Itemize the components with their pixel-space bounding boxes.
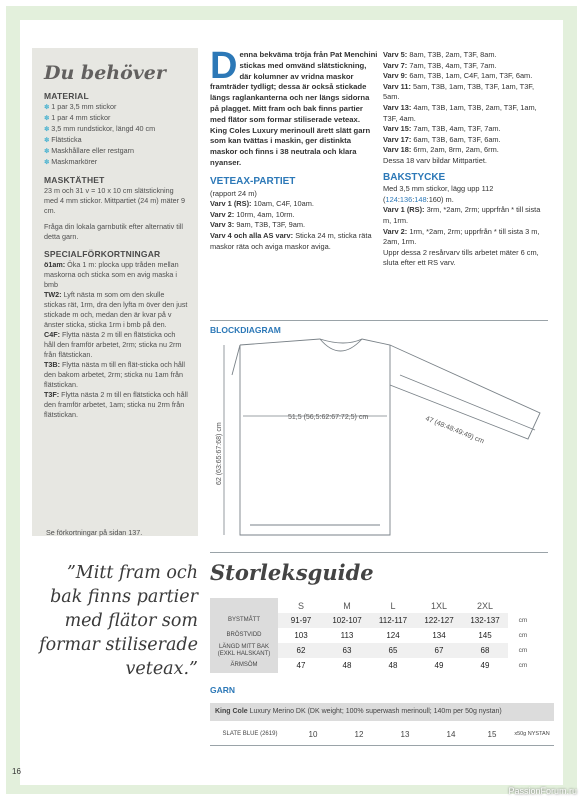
empty-cell: [508, 598, 538, 613]
pattern-row: [383, 50, 543, 61]
yarn-quantity-table: [210, 726, 554, 742]
section-divider: [210, 320, 548, 321]
row-label: Varv 2:: [383, 226, 408, 236]
abbreviation-item: [44, 360, 188, 390]
table-cell: 124: [386, 631, 400, 640]
bakstycke-cast-on: Med 3,5 mm stickor, lägg upp 112 (124:136:148:160) m.: [383, 184, 494, 204]
row-text: 10am, C4F, 10am.: [253, 199, 314, 209]
size-header-row: [210, 598, 538, 613]
pattern-row: [383, 82, 543, 103]
table-cell: 113: [340, 631, 354, 640]
row-text: 1rm, *2am, 2rm; upprfrån * till sista 3 m, 2am, 1rm.: [383, 226, 540, 247]
abbreviation-text: Lyft nästa m som om den skulle stickas rät, 1rm, dra den lyfta m över den just stickade m och, medan den är kvar på v änster sticka, sticka 1rm i bmb på den.: [44, 290, 188, 329]
abbreviations-heading: SPECIALFÖRKORTNINGAR: [44, 249, 161, 259]
veteax-row: [210, 231, 378, 252]
gauge-heading: MASKTÄTHET: [44, 175, 105, 185]
cast-on-text: 112 (: [383, 184, 494, 204]
drop-cap: D: [210, 45, 238, 87]
size-guide-title: Storleksguide: [210, 560, 374, 585]
yarn-brand: King Cole: [215, 708, 248, 715]
veteax-instructions: [210, 189, 378, 253]
yarn-note: Fråga din lokala garnbutik efter alternativ till detta garn.: [44, 222, 184, 241]
veteax-heading: VETEAX-PARTIET: [210, 175, 296, 187]
yarn-desc: Luxury Merino DK (DK weight; 100% superwash merinoull; 140m per 50g nystan): [249, 708, 502, 715]
sweater-outline: [232, 339, 540, 535]
sleeve-arrow: [400, 375, 535, 430]
row-text: 6am, T3B, 6am, T3F, 6am.: [413, 134, 501, 144]
intro-paragraph: [210, 45, 378, 252]
row-text: 3rm, *2am, 2rm; upprfrån * till sista m, 1rm.: [383, 205, 541, 225]
table-cell: 91-97: [278, 613, 324, 628]
pattern-row: [383, 124, 543, 135]
table-row: [210, 613, 538, 628]
row-text: 4am, T3B, 1am, T3B, 2am, T3F, 1am, T3F, 4am.: [383, 102, 537, 123]
material-item: ✽ 1 par 4 mm stickor: [44, 113, 188, 124]
material-item: ✽ 1 par 3,5 mm stickor: [44, 102, 188, 113]
table-cell: 49: [480, 661, 490, 670]
row-text: 6am, T3B, 1am, C4F, 1am, T3F, 6am.: [409, 71, 533, 81]
table-cell: 15: [487, 729, 497, 739]
row-label: Varv 15:: [383, 124, 412, 134]
abbreviation-item: [44, 390, 188, 420]
size-label: S: [297, 600, 304, 611]
row-label: Varv 7:: [383, 60, 408, 70]
table-cell: 62: [278, 643, 324, 658]
row-label: Varv 3:: [210, 220, 235, 230]
abbreviation-text: Flytta nästa m till en flät-sticka och håll den bakom arbetet, 2rm; sticka nu 1am från flätstickan.: [44, 360, 186, 389]
row-text: 7am, T3B, 4am, T3F, 7am.: [413, 124, 501, 134]
row-text: 7am, T3B, 4am, T3F, 7am.: [409, 60, 497, 70]
row-label: Varv 1 (RS):: [383, 205, 425, 215]
section-divider: [210, 552, 548, 553]
table-cell: 48: [342, 661, 352, 670]
page-number: 16: [12, 767, 21, 776]
row-text: 5am, T3B, 1am, T3B, T3F, 1am, T3F, 5am.: [383, 81, 535, 102]
table-cell: 14: [446, 729, 456, 739]
row-label: Varv 2:: [210, 209, 235, 219]
bakstycke-heading: BAKSTYCKE: [383, 171, 446, 183]
material-item: ✽ Flätsticka: [44, 135, 188, 146]
veteax-row: [210, 199, 378, 210]
row-label: Varv 9:: [383, 71, 408, 81]
veteax-row: [210, 210, 378, 221]
yarn-description: [210, 703, 554, 721]
table-cell: 145: [478, 631, 492, 640]
row-label: Varv 5:: [383, 50, 408, 59]
table-cell: 112-117: [370, 613, 416, 628]
yarn-color: SLATE BLUE (2619): [222, 731, 278, 737]
material-item: ✽ Maskmarkörer: [44, 157, 188, 168]
size-label: 1XL: [430, 600, 447, 611]
table-cell: 103: [294, 631, 308, 640]
length-label: 62 (63:65:67:68) cm: [216, 422, 223, 485]
abbreviation-code: T3B:: [44, 360, 60, 369]
size-value: 124: [385, 194, 398, 204]
sweater-block-diagram: [210, 335, 550, 540]
sidebar-title: Du behöver: [44, 62, 166, 84]
row-text: 9am, T3B, T3F, 9am.: [236, 220, 306, 230]
material-heading: MATERIAL: [44, 91, 89, 101]
row-label: Varv 1 (RS):: [210, 199, 252, 209]
pattern-row: [383, 71, 543, 82]
table-cell: 67: [416, 643, 462, 658]
pattern-row: [383, 205, 543, 226]
unit-cell: cm: [518, 662, 528, 669]
abbreviation-code: ö1am:: [44, 260, 66, 269]
abbreviation-code: TW2:: [44, 290, 62, 299]
empty-cell: [210, 598, 278, 613]
row-text: 8am, T3B, 2am, T3F, 8am.: [409, 50, 497, 59]
row-label: Varv 11:: [383, 81, 411, 91]
veteax-row: [210, 220, 378, 231]
table-row: [210, 658, 538, 673]
row-label: Varv 17:: [383, 134, 412, 144]
table-row: [210, 643, 538, 658]
size-label: 2XL: [476, 600, 493, 611]
gauge-text: 23 m och 31 v = 10 x 10 cm slätstickning med 4 mm stickor. Mittpartiet (24 m) mäter 9 cm.: [44, 186, 185, 215]
row-text: 10rm, 4am, 10rm.: [236, 209, 295, 219]
row-label: LÄNGD MITT BAK (EXKL HALSKANT): [210, 643, 278, 658]
table-cell: 132-137: [462, 613, 508, 628]
row-label: BYSTMÅTT: [210, 613, 278, 628]
abbreviation-item: [44, 290, 188, 330]
abbreviation-text: Öka 1 m: plocka upp tråden mellan maskorna och sticka som en avig maska i bmb: [44, 260, 179, 289]
materials-sidebar: [32, 48, 198, 536]
table-cell: 13: [400, 729, 410, 739]
watermark: PassionForum.ru: [508, 786, 577, 796]
row-text: Sticka 24 m, sticka räta maskor räta och aviga maskor aviga.: [210, 230, 372, 251]
blockdiagram-heading: BLOCKDIAGRAM: [210, 325, 281, 335]
material-item: ✽ Maskhållare eller restgarn: [44, 146, 188, 157]
pattern-row: [383, 135, 543, 146]
unit-cell: cm: [518, 617, 528, 624]
unit-cell: cm: [518, 632, 528, 639]
instructions-right-column: [383, 50, 543, 269]
row-label: Varv 4 och alla AS varv:: [210, 230, 294, 240]
abbreviation-text: Flytta nästa 2 m till en flätsticka och håll den framför arbetet, 2rm; sticka nu 2rm från flätstickan.: [44, 330, 182, 359]
row-label: Varv 18:: [383, 145, 412, 155]
size-value: 136: [399, 194, 413, 204]
abbreviation-text: Flytta nästa 2 m till en flätsticka och håll den framför arbetet, 1am; sticka nu 2rm från flätstickan.: [44, 390, 188, 419]
table-row: [210, 726, 554, 742]
table-cell: 122-127: [416, 613, 462, 628]
row-label: ÄRMSÖM: [210, 658, 278, 673]
width-label: 51,5 (56,5:62:67:72,5) cm: [288, 414, 369, 421]
table-cell: 68: [462, 643, 508, 658]
sleeve-label: 47 (48:48:49:49) cm: [424, 415, 485, 446]
row-label: BRÖSTVIDD: [210, 628, 278, 643]
abbreviation-item: [44, 260, 188, 290]
cast-on-text: 160) m.: [428, 194, 454, 204]
unit-cell: x50g NYSTAN: [514, 731, 550, 737]
section-divider: [210, 745, 554, 746]
table-cell: 65: [370, 643, 416, 658]
intro-text: enna bekväma tröja från Pat Menchini stickas med omvänd slätstickning, där kolumner av vridna maskor framträder tydligt; dessa är också stickade längs raglankanterna och ner längs sidorna på plagget. Mitt fram och bak finns partier med flätor som formar stiliserade veteax. King Coles Luxury merinoull ärett slätt garn som kan tvättas i maskin, ger distinkta maskor och finns i 38 neutrala och klara nyanser.: [210, 50, 378, 167]
table-cell: 10: [308, 729, 318, 739]
table-cell: 63: [324, 643, 370, 658]
table-cell: 49: [434, 661, 444, 670]
yarn-heading: GARN: [210, 685, 236, 695]
table-row: [210, 628, 538, 643]
material-list: [44, 102, 188, 168]
pattern-note: Dessa 18 varv bildar Mittpartiet.: [383, 155, 487, 165]
material-item: ✽ 3,5 mm rundstickor, längd 40 cm: [44, 124, 188, 135]
size-guide-table: [210, 598, 538, 673]
pattern-row: [383, 145, 543, 156]
table-cell: 102-107: [324, 613, 370, 628]
pattern-row: [383, 227, 543, 248]
abbreviation-code: C4F:: [44, 330, 60, 339]
abbreviation-item: [44, 330, 188, 360]
unit-cell: cm: [518, 647, 528, 654]
cast-on-text: Med 3,5 mm stickor, lägg upp: [383, 184, 480, 194]
pattern-row: [383, 103, 543, 124]
table-cell: 47: [296, 661, 306, 670]
row-label: Varv 13:: [383, 102, 412, 112]
size-label: M: [343, 600, 351, 611]
abbreviations-reference: Se förkortningar på sidan 137.: [46, 528, 143, 537]
size-label: L: [390, 600, 396, 611]
size-value: 148: [414, 194, 427, 204]
bakstycke-end: Uppr dessa 2 resårvarv tills arbetet mäter 6 cm, sluta efter ett RS varv.: [383, 247, 539, 268]
pull-quote: ”Mitt fram och bak finns partier med flätor som formar stiliserade veteax.”: [39, 563, 198, 679]
abbreviation-code: T3F:: [44, 390, 60, 399]
row-text: 6rm, 2am, 8rm, 2am, 6rm.: [413, 145, 499, 155]
veteax-rapport: (rapport 24 m): [210, 188, 257, 198]
pattern-row: [383, 61, 543, 72]
table-cell: 134: [432, 631, 446, 640]
table-cell: 48: [388, 661, 398, 670]
table-cell: 12: [354, 729, 364, 739]
